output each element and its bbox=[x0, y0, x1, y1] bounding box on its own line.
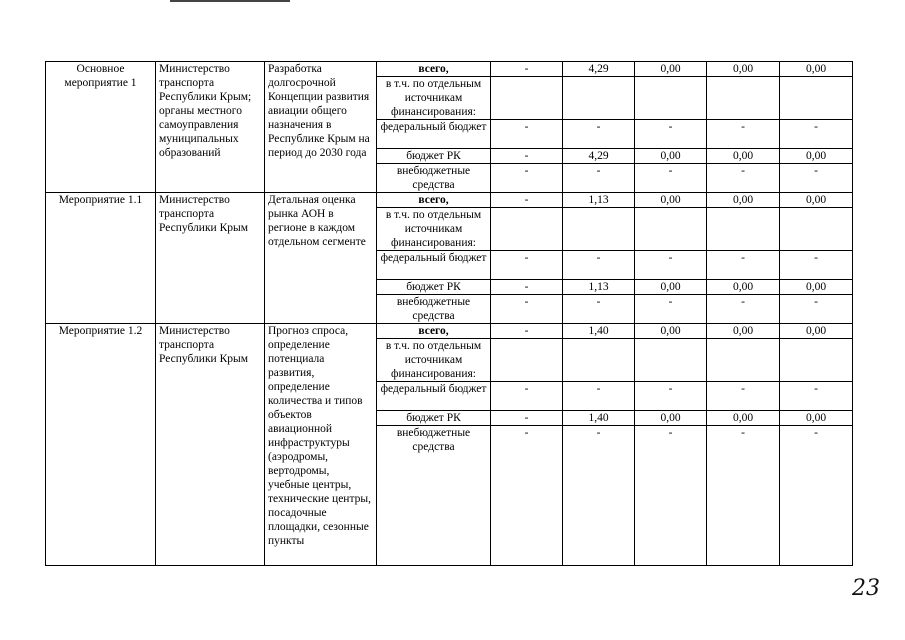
source-label: бюджет РК bbox=[377, 280, 491, 295]
value-cell bbox=[780, 208, 853, 251]
value-cell bbox=[707, 339, 780, 382]
value-cell: - bbox=[780, 120, 853, 149]
funding-table bbox=[45, 61, 853, 566]
value-cell: - bbox=[635, 295, 707, 324]
activity-name: Основное мероприятие 1 bbox=[46, 62, 156, 193]
executor-cell: Министерство транспорта Республики Крым; органы местного самоуправления муниципальных образований bbox=[156, 62, 265, 193]
executor-cell: Министерство транспорта Республики Крым bbox=[156, 193, 265, 324]
value-cell: 0,00 bbox=[780, 324, 853, 339]
value-cell bbox=[635, 339, 707, 382]
value-cell bbox=[780, 77, 853, 120]
value-cell: - bbox=[563, 295, 635, 324]
value-cell: - bbox=[780, 382, 853, 411]
value-cell: 4,29 bbox=[563, 62, 635, 77]
source-label: федеральный бюджет bbox=[377, 120, 491, 149]
value-cell bbox=[780, 339, 853, 382]
value-cell: - bbox=[707, 251, 780, 280]
value-cell bbox=[563, 208, 635, 251]
header-rule bbox=[170, 0, 290, 2]
value-cell: - bbox=[563, 426, 635, 566]
value-cell bbox=[707, 208, 780, 251]
executor-cell: Министерство транспорта Республики Крым bbox=[156, 324, 265, 566]
value-cell: - bbox=[491, 280, 563, 295]
value-cell: 0,00 bbox=[707, 280, 780, 295]
value-cell: - bbox=[635, 120, 707, 149]
value-cell: - bbox=[707, 120, 780, 149]
value-cell bbox=[491, 77, 563, 120]
value-cell: - bbox=[491, 120, 563, 149]
source-label: внебюджетные средства bbox=[377, 164, 491, 193]
description-cell: Детальная оценка рынка АОН в регионе в каждом отдельном сегменте bbox=[265, 193, 377, 324]
value-cell: 0,00 bbox=[635, 324, 707, 339]
value-cell bbox=[491, 339, 563, 382]
value-cell: 0,00 bbox=[707, 324, 780, 339]
source-label: внебюджетные средства bbox=[377, 295, 491, 324]
source-label: всего, bbox=[377, 324, 491, 339]
value-cell bbox=[491, 208, 563, 251]
activity-name: Мероприятие 1.2 bbox=[46, 324, 156, 566]
value-cell: - bbox=[635, 426, 707, 566]
value-cell: - bbox=[707, 164, 780, 193]
source-label: в т.ч. по отдельным источникам финансирования: bbox=[377, 208, 491, 251]
value-cell: - bbox=[635, 251, 707, 280]
description-cell: Прогноз спроса, определение потенциала развития, определение количества и типов объектов авиационной инфраструктуры (аэродромы, вертодромы, учебные центры, технические центры, посадочные площадки, сезонные пункты bbox=[265, 324, 377, 566]
source-label: федеральный бюджет bbox=[377, 251, 491, 280]
value-cell: - bbox=[780, 295, 853, 324]
value-cell: - bbox=[491, 411, 563, 426]
value-cell: 1,40 bbox=[563, 411, 635, 426]
value-cell: 1,13 bbox=[563, 193, 635, 208]
value-cell: 1,40 bbox=[563, 324, 635, 339]
value-cell: - bbox=[635, 382, 707, 411]
value-cell: - bbox=[491, 62, 563, 77]
table-row bbox=[46, 193, 853, 208]
value-cell bbox=[635, 208, 707, 251]
value-cell: - bbox=[563, 251, 635, 280]
page-number: 23 bbox=[852, 576, 880, 601]
activity-name: Мероприятие 1.1 bbox=[46, 193, 156, 324]
table-row bbox=[46, 324, 853, 339]
value-cell: 0,00 bbox=[780, 62, 853, 77]
value-cell: - bbox=[491, 426, 563, 566]
value-cell: - bbox=[780, 251, 853, 280]
value-cell: 1,13 bbox=[563, 280, 635, 295]
value-cell: - bbox=[491, 193, 563, 208]
value-cell bbox=[563, 77, 635, 120]
source-label: внебюджетные средства bbox=[377, 426, 491, 566]
value-cell: - bbox=[707, 426, 780, 566]
value-cell: - bbox=[707, 295, 780, 324]
value-cell: 0,00 bbox=[707, 411, 780, 426]
value-cell: - bbox=[491, 164, 563, 193]
value-cell: 4,29 bbox=[563, 149, 635, 164]
source-label: бюджет РК bbox=[377, 411, 491, 426]
source-label: федеральный бюджет bbox=[377, 382, 491, 411]
value-cell: 0,00 bbox=[780, 280, 853, 295]
value-cell: - bbox=[563, 120, 635, 149]
value-cell: 0,00 bbox=[635, 62, 707, 77]
value-cell bbox=[563, 339, 635, 382]
value-cell: 0,00 bbox=[635, 411, 707, 426]
value-cell: 0,00 bbox=[635, 193, 707, 208]
value-cell: - bbox=[491, 251, 563, 280]
source-label: всего, bbox=[377, 193, 491, 208]
source-label: всего, bbox=[377, 62, 491, 77]
value-cell: 0,00 bbox=[707, 193, 780, 208]
value-cell: - bbox=[491, 149, 563, 164]
value-cell: - bbox=[491, 324, 563, 339]
value-cell bbox=[635, 77, 707, 120]
table-row bbox=[46, 62, 853, 77]
description-cell: Разработка долгосрочной Концепции развития авиации общего назначения в Республике Крым на период до 2030 года bbox=[265, 62, 377, 193]
value-cell: - bbox=[563, 382, 635, 411]
value-cell: 0,00 bbox=[707, 62, 780, 77]
value-cell: - bbox=[707, 382, 780, 411]
source-label: бюджет РК bbox=[377, 149, 491, 164]
value-cell: 0,00 bbox=[635, 149, 707, 164]
value-cell: 0,00 bbox=[780, 411, 853, 426]
value-cell: 0,00 bbox=[780, 193, 853, 208]
value-cell: - bbox=[491, 382, 563, 411]
value-cell: 0,00 bbox=[707, 149, 780, 164]
source-label: в т.ч. по отдельным источникам финансирования: bbox=[377, 339, 491, 382]
source-label: в т.ч. по отдельным источникам финансирования: bbox=[377, 77, 491, 120]
value-cell: 0,00 bbox=[780, 149, 853, 164]
value-cell bbox=[707, 77, 780, 120]
value-cell: - bbox=[491, 295, 563, 324]
value-cell: - bbox=[563, 164, 635, 193]
value-cell: - bbox=[635, 164, 707, 193]
value-cell: - bbox=[780, 426, 853, 566]
value-cell: - bbox=[780, 164, 853, 193]
value-cell: 0,00 bbox=[635, 280, 707, 295]
